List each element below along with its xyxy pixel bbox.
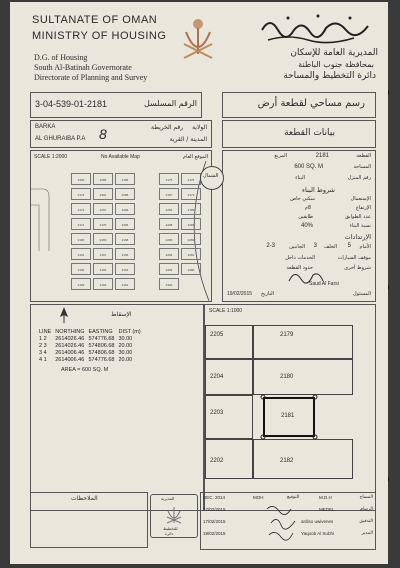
approval-date-2: 17/02/2015	[203, 507, 226, 512]
approval-col-mdh: M.D.H	[319, 495, 332, 500]
ratio-value: 40%	[300, 223, 313, 229]
col-dist: DIST (m)	[118, 329, 141, 335]
key-plan-lot: 2301	[93, 188, 113, 200]
parking-label: موقف السيارات	[337, 255, 371, 261]
key-plan-box	[30, 150, 212, 302]
key-plan-lot: 2162	[115, 278, 135, 290]
house-no-label: رقم المنزل	[347, 175, 371, 181]
key-plan-lot: 2295	[159, 233, 179, 245]
north-arrow	[200, 166, 224, 190]
key-plan-no-map: No Available Map	[101, 154, 140, 160]
key-plan-lot: 2168	[115, 233, 135, 245]
org-name-en-2: MINISTRY OF HOUSING	[32, 30, 167, 42]
north-arrow-small	[59, 307, 69, 323]
coords-area: AREA = 600 SQ. M	[61, 367, 109, 373]
building-conditions: شروط البناء	[302, 186, 335, 194]
key-plan-lot: 2175	[159, 173, 179, 185]
notes-label: الملاحظات	[71, 495, 98, 502]
location-box	[30, 120, 212, 148]
detail-plan-box	[204, 304, 376, 511]
key-plan-lot: 2299	[115, 203, 135, 215]
col-line: LINE	[39, 329, 52, 335]
survey-sketch-document	[10, 2, 388, 564]
north-label: الشمال	[203, 173, 219, 179]
approval-col-date: DEC. 2014	[203, 495, 226, 500]
projection-label: الإسقاط	[111, 311, 132, 318]
notes-box	[30, 492, 148, 548]
coordinates-header	[37, 329, 143, 336]
key-plan-lot: 2189	[181, 203, 201, 215]
serial-number: 3-04-539-01-2181	[35, 99, 108, 109]
dir-en: Directorate of Planning and Survey	[34, 73, 148, 82]
surveyor-name: Saud Al Farsi	[309, 281, 339, 287]
setbacks-label: الإرتدادات	[344, 233, 371, 241]
table-row: 1 2 2614026.46 574776.68 30.00	[39, 336, 133, 342]
floors-value: طابقين	[298, 214, 313, 220]
arabic-calligraphy-logo	[258, 10, 378, 46]
dg-en: D.G. of Housing	[34, 53, 88, 62]
dg-ar: المديرية العامة للإسكان	[290, 48, 378, 58]
stamp-line-3: دائرة	[165, 531, 174, 536]
lot-2203: 2203	[205, 395, 253, 439]
key-plan-lot: 2192	[71, 263, 91, 275]
gov-ar: بمحافظة جنوب الباطنة	[298, 60, 374, 69]
key-plan-lot: 2165	[93, 263, 113, 275]
approval-date-3: 17/02/2015	[203, 519, 226, 524]
key-plan-lot: 2297	[93, 203, 113, 215]
serial-box	[30, 92, 202, 118]
key-plan-lot: 2293	[159, 263, 179, 275]
projection-box	[30, 304, 204, 511]
key-plan-lot: 2170	[93, 218, 113, 230]
lot-2180: 2180	[253, 359, 353, 395]
key-plan-lot: 2169	[93, 233, 113, 245]
plot-info-box	[222, 150, 376, 302]
stamp-emblem-icon	[164, 505, 184, 525]
doc-title-box	[222, 92, 376, 118]
plot-data-title: بيانات القطعة	[284, 128, 335, 138]
approval-name-4: Yaqoob Al Subhi	[301, 531, 334, 536]
key-plan-lot: 2167	[93, 248, 113, 260]
key-plan-lot: 2281	[181, 248, 201, 260]
building-label: البناء	[295, 175, 305, 181]
lot-2202: 2202	[205, 439, 253, 479]
key-plan-lot: 2282	[181, 233, 201, 245]
key-plan-lot: 2163	[93, 278, 113, 290]
key-plan-lot: 2294	[159, 248, 179, 260]
dir-ar: دائرة التخطيط والمساحة	[283, 71, 376, 81]
approval-date-4: 19/02/2015	[203, 531, 226, 536]
plot-label: القطعة	[356, 153, 371, 159]
table-row: 2 3 2614026.46 574806.68 20.00	[39, 343, 133, 349]
col-easting: EASTING	[88, 329, 113, 335]
key-plan-lot: 2176	[181, 173, 201, 185]
key-plan-lot: 2164	[115, 263, 135, 275]
other-conditions-value: حدود القطعة	[286, 265, 313, 271]
parking-value: الخدمات داخل	[285, 255, 315, 261]
village-label: المدينة / القرية	[169, 136, 207, 143]
detail-plan-scale: SCALE 1:1000	[209, 308, 243, 314]
height-label: الإرتفاع	[355, 205, 371, 211]
key-plan-lot: 2187	[159, 188, 179, 200]
lot-2181-subject: 2181	[263, 397, 315, 437]
lot-2179: 2179	[253, 325, 353, 359]
usage-value: سكني خاص	[290, 196, 315, 202]
key-plan-lot: 2300	[71, 173, 91, 185]
table-row: 4 1 2614006.46 574776.68 20.00	[39, 357, 133, 363]
approval-signatures	[261, 501, 321, 545]
key-plan-lot: 2166	[115, 248, 135, 260]
key-plan-lot: 2186	[115, 173, 135, 185]
org-name-en-1: SULTANATE OF OMAN	[32, 14, 158, 26]
key-plan-lot: 2173	[181, 188, 201, 200]
key-plan-lot: 2296	[115, 218, 135, 230]
usage-label: الإستعمال	[350, 196, 371, 202]
map-number: 8	[99, 126, 107, 142]
lot-2205: 2205	[205, 325, 253, 359]
block-label: المربع	[274, 153, 287, 159]
key-plan-lot: 2285	[93, 173, 113, 185]
sides-value: 2-3	[266, 243, 275, 249]
key-plan-label: الموقع العام	[183, 154, 208, 160]
ratio-label: نسبة البناء	[349, 223, 371, 229]
key-plan-lot: 2174	[71, 188, 91, 200]
lot-2204: 2204	[205, 359, 253, 395]
approval-role-1: المساح	[359, 495, 373, 500]
back-value: 3	[313, 243, 317, 249]
approval-name-2: MEDEL	[319, 507, 335, 512]
key-plan-lot: 2191	[71, 248, 91, 260]
other-conditions-label: شروط أخرى	[344, 265, 371, 271]
gov-en: South Al-Batinah Governorate	[34, 63, 132, 72]
approval-role-2: الرسام	[359, 507, 373, 512]
wilayat-value: BARKA	[35, 124, 56, 130]
key-plan-lot: 2171	[71, 218, 91, 230]
area-value: 600 SQ. M	[294, 164, 323, 170]
table-row: 3 4 2614006.46 574806.68 30.00	[39, 350, 133, 356]
back-label: الخلف	[324, 244, 337, 250]
village-value: AL GHURAIBA P.A	[35, 136, 86, 142]
lot-2182: 2182	[253, 439, 353, 479]
plot-data-header	[222, 120, 376, 148]
stamp-line-1: المديرية	[161, 496, 175, 501]
key-plan-lot: 2298	[159, 218, 179, 230]
sides-label: الجانبين	[289, 244, 305, 250]
approval-col-sig: التوقيع	[287, 495, 300, 500]
key-plan-lot: 2280	[181, 263, 201, 275]
doc-title: رسم مساحي لقطعة أرض	[257, 98, 365, 109]
stamp-line-2: للتخطيط	[163, 526, 178, 531]
surveyor-label: المسئول	[353, 291, 371, 297]
front-value: 5	[347, 243, 351, 249]
col-northing: NORTHING	[55, 329, 85, 335]
key-plan-lot: 2172	[71, 203, 91, 215]
key-plan-lot: 2284	[159, 203, 179, 215]
coordinates-table	[37, 329, 143, 364]
subject-lot-corners	[257, 391, 321, 443]
floors-label: عدد الطوابق	[345, 214, 371, 220]
approval-role-3: التدقيق	[359, 519, 373, 524]
survey-date: 19/02/2015	[227, 291, 253, 297]
approval-role-4: المدير	[361, 531, 373, 536]
height-value: 8م	[304, 205, 311, 211]
key-plan-scale: SCALE 1:2000	[34, 154, 68, 160]
date-label: التاريخ	[261, 291, 274, 297]
official-stamp	[150, 494, 198, 538]
oman-emblem	[178, 14, 218, 62]
key-plan-lot: 2302	[159, 278, 179, 290]
approval-col-code: MOH	[253, 495, 264, 500]
approval-name-3: ardiso uwivenes	[301, 519, 334, 524]
serial-label: الرقم المسلسل	[143, 99, 197, 108]
approval-table	[200, 492, 376, 550]
key-plan-lot: 2286	[115, 188, 135, 200]
front-label: الأمام	[359, 244, 371, 250]
map-no-label: رقم الخريطة	[151, 124, 184, 131]
plot-number: 2181	[315, 153, 329, 159]
key-plan-lot: 2190	[71, 233, 91, 245]
area-label: المساحة	[353, 164, 371, 170]
key-plan-lot: 2283	[181, 218, 201, 230]
wilayat-label: الولاية	[192, 124, 207, 131]
key-plan-lot: 2193	[71, 278, 91, 290]
